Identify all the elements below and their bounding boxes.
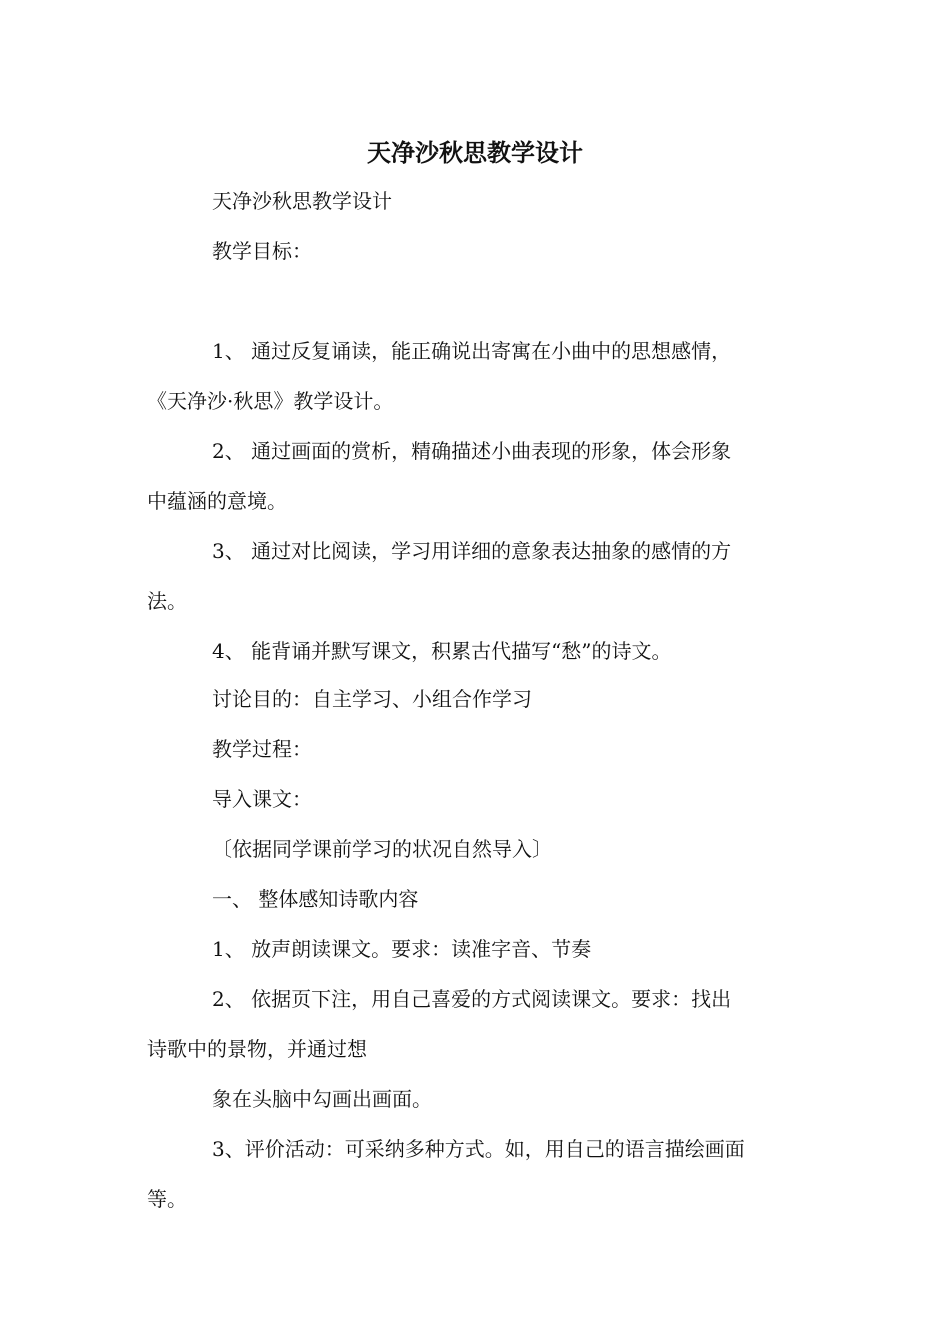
paragraph-line: 〔依据同学课前学习的状况自然导入〕 <box>212 837 552 861</box>
paragraph-line: 2、 依据页下注，用自己喜爱的方式阅读课文。要求：找出 <box>212 987 732 1011</box>
paragraph-line: 1、 通过反复诵读，能正确说出寄寓在小曲中的思想感情， <box>212 339 732 363</box>
paragraph-line: 《天净沙·秋思》教学设计。 <box>147 389 394 413</box>
paragraph-line: 3、评价活动：可采纳多种方式。如，用自己的语言描绘画面 <box>212 1137 745 1161</box>
paragraph-line: 导入课文： <box>212 787 312 811</box>
paragraph-line: 3、 通过对比阅读，学习用详细的意象表达抽象的感情的方 <box>212 539 732 563</box>
paragraph-line: 法。 <box>147 589 187 613</box>
paragraph-line: 4、 能背诵并默写课文，积累古代描写“愁”的诗文。 <box>212 639 672 663</box>
paragraph-line: 教学过程： <box>212 737 312 761</box>
paragraph-line: 一、 整体感知诗歌内容 <box>212 887 419 911</box>
paragraph-line: 2、 通过画面的赏析，精确描述小曲表现的形象，体会形象 <box>212 439 732 463</box>
paragraph-line: 讨论目的：自主学习、小组合作学习 <box>212 687 532 711</box>
paragraph-line: 1、 放声朗读课文。要求：读准字音、节奏 <box>212 937 592 961</box>
paragraph-line: 天净沙秋思教学设计 <box>212 189 392 213</box>
paragraph-line: 中蕴涵的意境。 <box>147 489 287 513</box>
paragraph-line: 等。 <box>147 1187 187 1211</box>
paragraph-line: 教学目标： <box>212 239 312 263</box>
paragraph-line: 诗歌中的景物，并通过想 <box>147 1037 367 1061</box>
paragraph-line: 象在头脑中勾画出画面。 <box>212 1087 432 1111</box>
document-title: 天净沙秋思教学设计 <box>367 138 583 167</box>
